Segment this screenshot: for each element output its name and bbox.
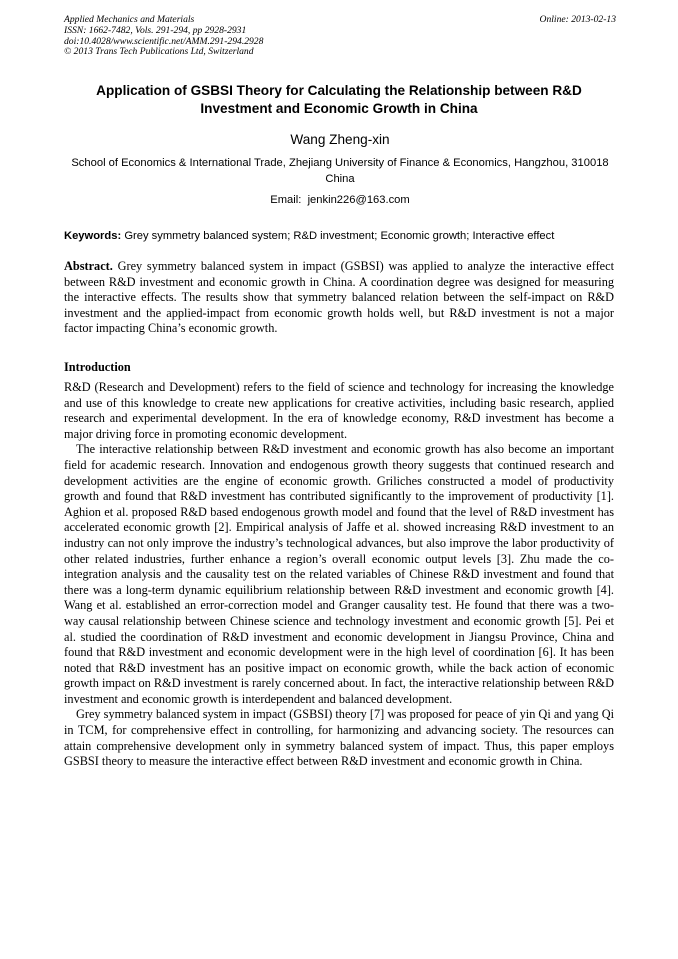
author-email-line bbox=[64, 193, 616, 208]
keywords-label: Keywords: bbox=[64, 230, 122, 242]
intro-paragraph-1: R&D (Research and Development) refers to the field of science and technology for increasing the knowledge and use of this knowledge to create new applications for creative activities, including basic research, applied research and experimental development. In the era of knowledge economy, R&D investment has become a major driving force in promoting economic development. bbox=[64, 380, 614, 441]
abstract-text: Grey symmetry balanced system in impact (GSBSI) was applied to analyze the interactive effect between R&D investment and economic growth in China. A coordination degree was designed for measuring the interactive effects. The results show that symmetry balanced relation between the self-impact on R&D investment and the applied-impact from economic growth holds well, but R&D investment is not a major factor impacting China’s economic growth. bbox=[64, 259, 614, 336]
copyright-line: © 2013 Trans Tech Publications Ltd, Switzerland bbox=[64, 46, 254, 58]
email-label: Email: bbox=[270, 194, 302, 206]
doi-line: doi:10.4028/www.scientific.net/AMM.291-294.2928 bbox=[64, 35, 264, 47]
online-date: Online: 2013-02-13 bbox=[539, 14, 616, 25]
keywords-text: Grey symmetry balanced system; R&D investment; Economic growth; Interactive effect bbox=[124, 230, 555, 242]
email-address: jenkin226@163.com bbox=[307, 194, 410, 206]
journal-header bbox=[64, 15, 616, 58]
intro-paragraph-3: Grey symmetry balanced system in impact (GSBSI) theory [7] was proposed for peace of yin Qi and yang Qi in TCM, for comprehensive effect in controlling, for harmonizing and advancing society. The resources can attain comprehensive development only in symmetry balanced system of impact. Thus, this paper employs GSBSI theory to measure the interactive effect between R&D investment and economic growth in China. bbox=[64, 707, 614, 769]
issn-line: ISSN: 1662-7482, Vols. 291-294, pp 2928-2931 bbox=[64, 24, 247, 36]
introduction-body bbox=[64, 380, 614, 770]
author-affiliation: School of Economics & International Trade, Zhejiang University of Finance & Economics, Hangzhou, 310018 China bbox=[71, 157, 609, 185]
introduction-heading: Introduction bbox=[64, 360, 131, 374]
journal-name: Applied Mechanics and Materials bbox=[64, 14, 195, 25]
abstract-label: Abstract. bbox=[64, 259, 113, 273]
keywords bbox=[64, 229, 624, 244]
intro-paragraph-2: The interactive relationship between R&D investment and economic growth has also become an important field for academic research. Innovation and endogenous growth theory suggests that continued research and development activities are the engine of economic growth. Griliches constructed a model of productivity growth and found that R&D investment has contributed significantly to the improvement of productivity [1]. Aghion et al. proposed R&D based endogenous growth model and found that the level of R&D investment has accelerated economic growth [2]. Empirical analysis of Jaffe et al. showed increasing R&D investment to an industry can not only improve the industry’s technological advances, but also improve the labor productivity of other related industries, further enhance a region’s overall economic output levels [3]. Zhu made the co-integration analysis and the causality test on the related variables of Chinese R&D investment and found that there was a long-term dynamic equilibrium relationship between R&D investment and economic growth [4]. Wang et al. established an error-correction model and Granger causality test. He found that there was a two-way causal relationship between Chinese science and technology investment and economic growth [5]. Pei et al. studied the coordination of R&D investment and economic development in Jiangsu Province, China and found that R&D investment and economic development were in the high level of coordination [6]. It has been noted that R&D investment has an positive impact on economic growth, while the back action of economic growth impact on R&D investment is rarely concerned about. In fact, the interactive relationship between R&D investment and economic growth is interdependent and balanced development. bbox=[64, 442, 614, 706]
paper-author: Wang Zheng-xin bbox=[290, 132, 390, 147]
abstract bbox=[64, 259, 614, 337]
paper-title: Application of GSBSI Theory for Calculating the Relationship between R&D Investment and Economic Growth in China bbox=[96, 83, 582, 116]
